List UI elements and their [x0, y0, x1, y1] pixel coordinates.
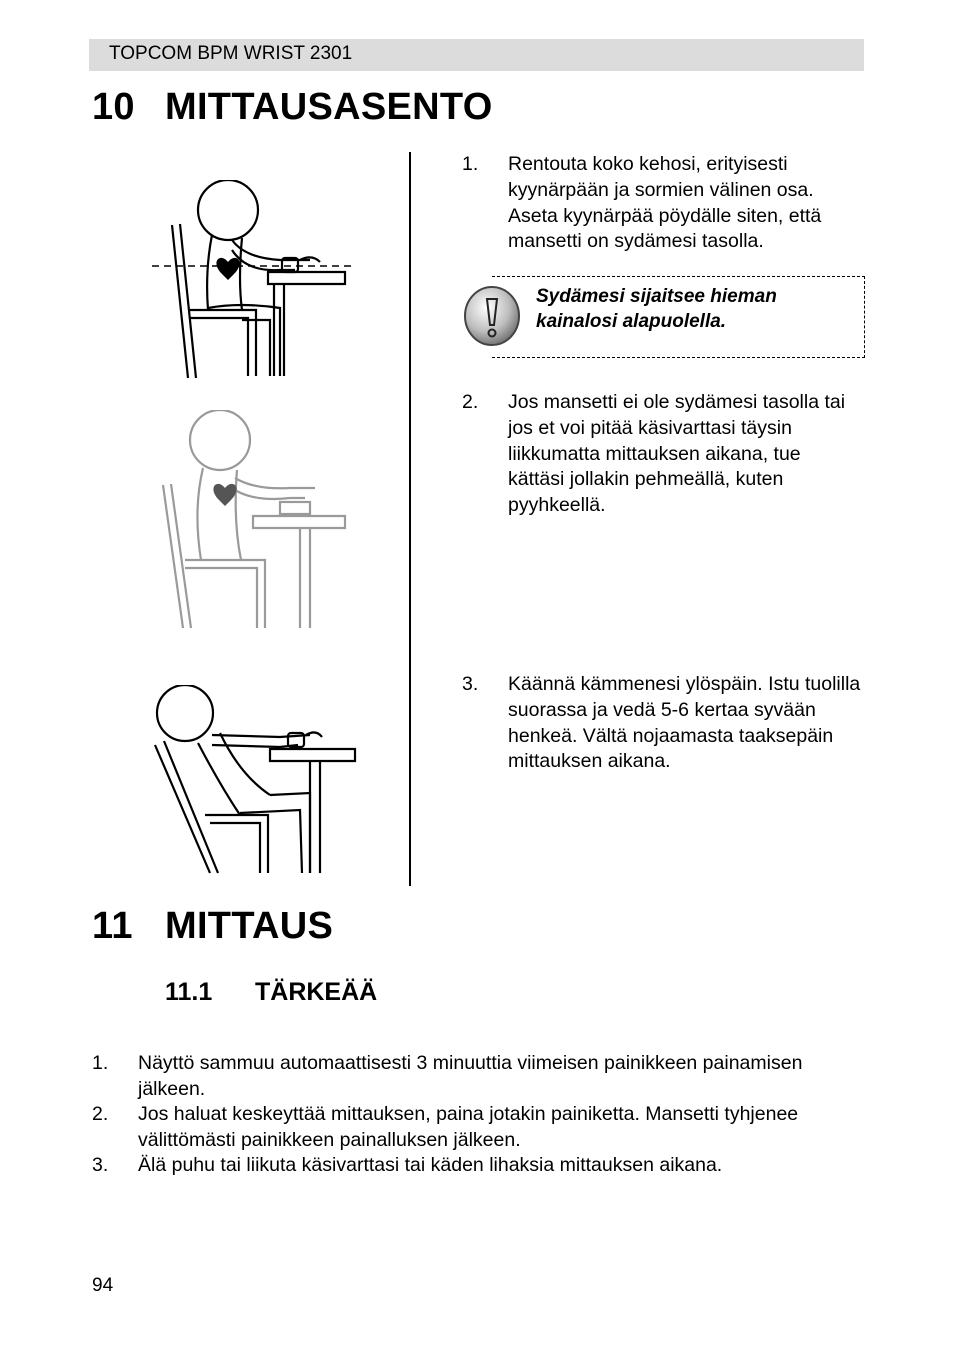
important-list	[92, 1051, 832, 1179]
column-divider	[409, 152, 411, 886]
section-title: MITTAUS	[165, 905, 334, 947]
item-text: Jos haluat keskeyttää mittauksen, paina jotakin painiketta. Mansetti tyhjenee välittömästi painikkeen painalluksen jälkeen.	[138, 1103, 799, 1151]
step-number: 1.	[462, 153, 479, 175]
step-number: 3.	[462, 673, 479, 695]
subsection-number: 11.1	[165, 978, 213, 1006]
posture-illustration-leaning	[150, 685, 360, 880]
section-number: 11	[92, 905, 133, 947]
step-text: Jos mansetti ei ole sydämesi tasolla tai jos et voi pitää käsivarttasi täysin liikkumatta mittauksen aikana, tue kättäsi jollakin pehmeällä, kuten pyyhkeellä.	[508, 391, 846, 517]
list-item	[92, 1102, 832, 1153]
step-number: 2.	[462, 391, 479, 413]
section-number: 10	[92, 86, 135, 128]
item-number: 1.	[92, 1052, 109, 1074]
posture-illustration-correct	[150, 180, 360, 385]
exclamation-icon	[463, 285, 521, 347]
step-2	[462, 390, 862, 519]
step-text: Käännä kämmenesi ylöspäin. Istu tuolilla suorassa ja vedä 5-6 kertaa syvään henkeä. Vältä nojaamasta taaksepäin mittauksen aikana.	[508, 673, 861, 773]
posture-illustration-supported	[155, 410, 355, 635]
section-title: MITTAUSASENTO	[165, 86, 493, 128]
list-item	[92, 1153, 832, 1179]
step-text: Rentouta koko kehosi, erityisesti kyynärpään ja sormien välinen osa. Aseta kyynärpää pöydälle siten, että mansetti on sydämesi tasolla.	[508, 153, 822, 253]
note-text: Sydämesi sijaitsee hieman kainalosi alapuolella.	[536, 286, 777, 332]
subsection-title: TÄRKEÄÄ	[255, 978, 378, 1006]
page-number: 94	[92, 1275, 114, 1296]
item-number: 2.	[92, 1103, 109, 1125]
step-3	[462, 672, 862, 775]
running-header	[89, 39, 864, 71]
list-item	[92, 1051, 832, 1102]
step-1	[462, 152, 862, 255]
item-text: Näyttö sammuu automaattisesti 3 minuuttia viimeisen painikkeen painamisen jälkeen.	[138, 1052, 803, 1100]
header-title: TOPCOM BPM WRIST 2301	[109, 43, 353, 64]
section-heading-10	[92, 86, 493, 129]
section-heading-11	[92, 905, 333, 948]
item-text: Älä puhu tai liikuta käsivarttasi tai käden lihaksia mittauksen aikana.	[138, 1154, 723, 1176]
item-number: 3.	[92, 1154, 109, 1176]
subsection-heading-11-1	[165, 978, 377, 1007]
